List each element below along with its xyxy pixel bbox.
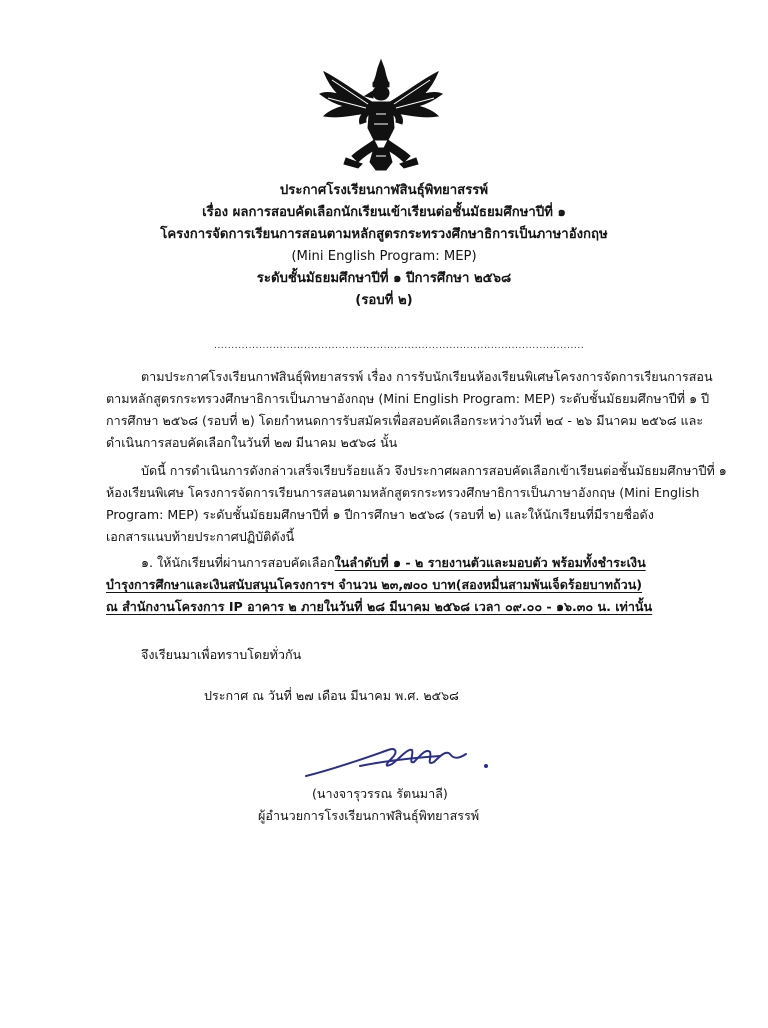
para1-line: ตามประกาศโรงเรียนกาฬสินธุ์พิทยาสรรพ์ เรื่อง การรับนักเรียนห้องเรียนพิเศษโครงการจัดการเรียนการสอน <box>141 369 713 384</box>
item1-lead: ๑. ให้นักเรียนที่ผ่านการสอบคัดเลือก <box>141 555 335 570</box>
header-subject-line: เรื่อง ผลการสอบคัดเลือกนักเรียนเข้าเรียนต่อชั้นมัธยมศึกษาปีที่ ๑ <box>202 205 566 220</box>
header-program-english: (Mini English Program: MEP) <box>291 249 477 264</box>
header-school-line: ประกาศโรงเรียนกาฬสินธุ์พิทยาสรรพ์ <box>279 183 489 198</box>
item1-highlight: ในลำดับที่ ๑ - ๒ รายงานตัวและมอบตัว พร้อมทั้งชำระเงิน <box>334 555 646 570</box>
para2-line: เอกสารแนบท้ายประกาศปฏิบัติดังนี้ <box>106 529 295 544</box>
garuda-emblem-icon <box>318 58 444 172</box>
header-level-line: ระดับชั้นมัธยมศึกษาปีที่ ๑ ปีการศึกษา ๒๕๖๘ <box>256 271 512 286</box>
para2-line: Program: MEP) ระดับชั้นมัธยมศึกษาปีที่ ๑ ปีการศึกษา ๒๕๖๘ (รอบที่ ๒) และให้นักเรียนที่มีรายชื่อดัง <box>106 507 654 522</box>
dotted-divider: ........................................................................................................... <box>214 341 585 351</box>
item1-fee-line: บำรุงการศึกษาและเงินสนับสนุนโครงการฯ จำนวน ๒๓,๗๐๐ บาท(สองหมื่นสามพันเจ็ดร้อยบาทถ้วน) <box>106 577 643 592</box>
signature-image <box>300 736 500 786</box>
item1-line <box>141 552 646 574</box>
signer-name: (นางจารุวรรณ รัตนมาลี) <box>312 786 448 801</box>
header-round-line: (รอบที่ ๒) <box>355 293 413 308</box>
signer-title: ผู้อำนวยการโรงเรียนกาฬสินธุ์พิทยาสรรพ์ <box>258 808 480 823</box>
announcement-date: ประกาศ ณ วันที่ ๒๗ เดือน มีนาคม พ.ศ. ๒๕๖๘ <box>204 688 459 703</box>
para2-line: บัดนี้ การดำเนินการดังกล่าวเสร็จเรียบร้อยแล้ว จึงประกาศผลการสอบคัดเลือกเข้าเรียนต่อชั้นมัธยมศึกษาปีที่ ๑ <box>141 463 727 478</box>
announcement-header <box>0 180 768 312</box>
header-program-line: โครงการจัดการเรียนการสอนตามหลักสูตรกระทรวงศึกษาธิการเป็นภาษาอังกฤษ <box>160 227 608 242</box>
closing-line: จึงเรียนมาเพื่อทราบโดยทั่วกัน <box>141 647 302 662</box>
para2-line: ห้องเรียนพิเศษ โครงการจัดการเรียนการสอนตามหลักสูตรกระทรวงศึกษาธิการเป็นภาษาอังกฤษ (Mini English <box>106 485 700 500</box>
item1-location-line: ณ สำนักงานโครงการ IP อาคาร ๒ ภายในวันที่ ๒๘ มีนาคม ๒๕๖๘ เวลา ๐๙.๐๐ - ๑๖.๓๐ น. เท่านั้น <box>106 599 653 614</box>
para1-line: ดำเนินการสอบคัดเลือกในวันที่ ๒๗ มีนาคม ๒๕๖๘ นั้น <box>106 435 398 450</box>
para1-line: การศึกษา ๒๕๖๘ (รอบที่ ๒) โดยกำหนดการรับสมัครเพื่อสอบคัดเลือกระหว่างวันที่ ๒๔ - ๒๖ มีนาคม ๒๕๖๘ และ <box>106 413 704 428</box>
para1-line: ตามหลักสูตรกระทรวงศึกษาธิการเป็นภาษาอังกฤษ (Mini English Program: MEP) ระดับชั้นมัธยมศึกษาปีที่ ๑ ปี <box>106 391 710 406</box>
